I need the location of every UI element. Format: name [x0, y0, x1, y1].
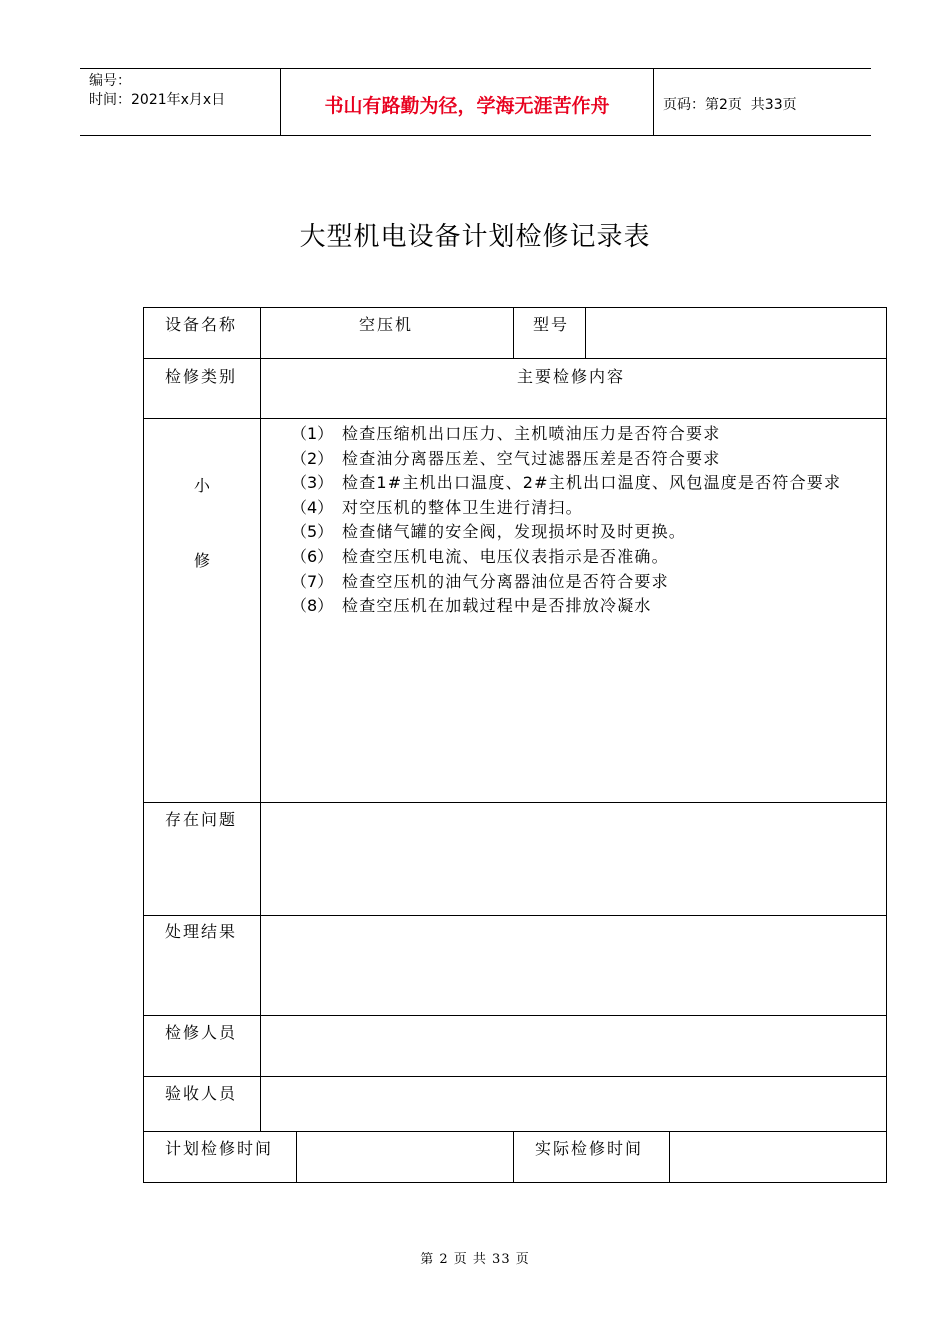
maintenance-category-label: 检修类别 [165, 367, 238, 386]
maintenance-items-list [291, 422, 886, 619]
result-label: 处理结果 [165, 922, 238, 941]
item-text: 检查储气罐的安全阀，发现损坏时及时更换。 [342, 522, 687, 542]
item-number: （5） [291, 522, 334, 542]
row-divider [144, 1076, 886, 1077]
column-divider [585, 308, 586, 358]
item-text: 检查油分离器压差、空气过滤器压差是否符合要求 [342, 448, 721, 468]
row-divider [144, 915, 886, 916]
item-text: 检查1#主机出口温度、2#主机出口温度、风包温度是否符合要求 [342, 473, 842, 493]
item-number: （3） [291, 473, 334, 493]
header-meta [80, 69, 281, 135]
repair-staff-label: 检修人员 [165, 1023, 238, 1042]
item-number: （4） [291, 497, 334, 517]
page-number-label: 页码：第2页 共33页 [663, 97, 797, 113]
item-number: （6） [291, 546, 334, 566]
list-item [291, 447, 886, 472]
main-content-label: 主要检修内容 [517, 367, 626, 386]
maintenance-record-table [143, 307, 887, 1183]
model-label: 型号 [533, 315, 570, 334]
item-text: 检查空压机电流、电压仪表指示是否准确。 [342, 546, 669, 566]
planned-time-label: 计划检修时间 [165, 1139, 274, 1158]
equipment-name-label: 设备名称 [165, 315, 238, 334]
header-page-info [654, 69, 871, 135]
header-motto: 书山有路勤为径，学海无涯苦作舟 [281, 69, 654, 135]
column-divider [513, 1131, 514, 1183]
category-value-char-2: 修 [194, 551, 213, 570]
acceptance-staff-label: 验收人员 [165, 1084, 238, 1103]
document-number-label: 编号： [89, 73, 131, 89]
column-divider [513, 308, 514, 358]
row-divider [144, 802, 886, 803]
list-item [291, 520, 886, 545]
list-item [291, 471, 886, 496]
column-divider [669, 1131, 670, 1183]
list-item [291, 545, 886, 570]
list-item [291, 496, 886, 521]
issues-label: 存在问题 [165, 810, 238, 829]
list-item [291, 422, 886, 447]
item-text: 检查空压机的油气分离器油位是否符合要求 [342, 571, 669, 591]
item-number: （7） [291, 571, 334, 591]
column-divider [296, 1131, 297, 1183]
row-divider [144, 418, 886, 419]
page-header [80, 68, 871, 136]
column-divider [260, 308, 261, 1131]
list-item [291, 570, 886, 595]
category-value-char-1: 小 [194, 476, 213, 495]
item-number: （8） [291, 596, 334, 616]
row-divider [144, 1015, 886, 1016]
item-text: 检查空压机在加载过程中是否排放冷凝水 [342, 596, 652, 616]
row-divider [144, 1131, 886, 1132]
item-number: （2） [291, 448, 334, 468]
actual-time-label: 实际检修时间 [535, 1139, 644, 1158]
item-text: 检查压缩机出口压力、主机喷油压力是否符合要求 [342, 424, 721, 443]
equipment-name-value: 空压机 [359, 315, 414, 334]
page-title: 大型机电设备计划检修记录表 [299, 222, 651, 252]
list-item [291, 594, 886, 619]
document-time-label: 时间：2021年x月x日 [89, 92, 226, 108]
row-divider [144, 358, 886, 359]
item-text: 对空压机的整体卫生进行清扫。 [342, 497, 583, 517]
item-number: （1） [291, 424, 334, 443]
page-footer: 第 2 页 共 33 页 [420, 1252, 530, 1267]
